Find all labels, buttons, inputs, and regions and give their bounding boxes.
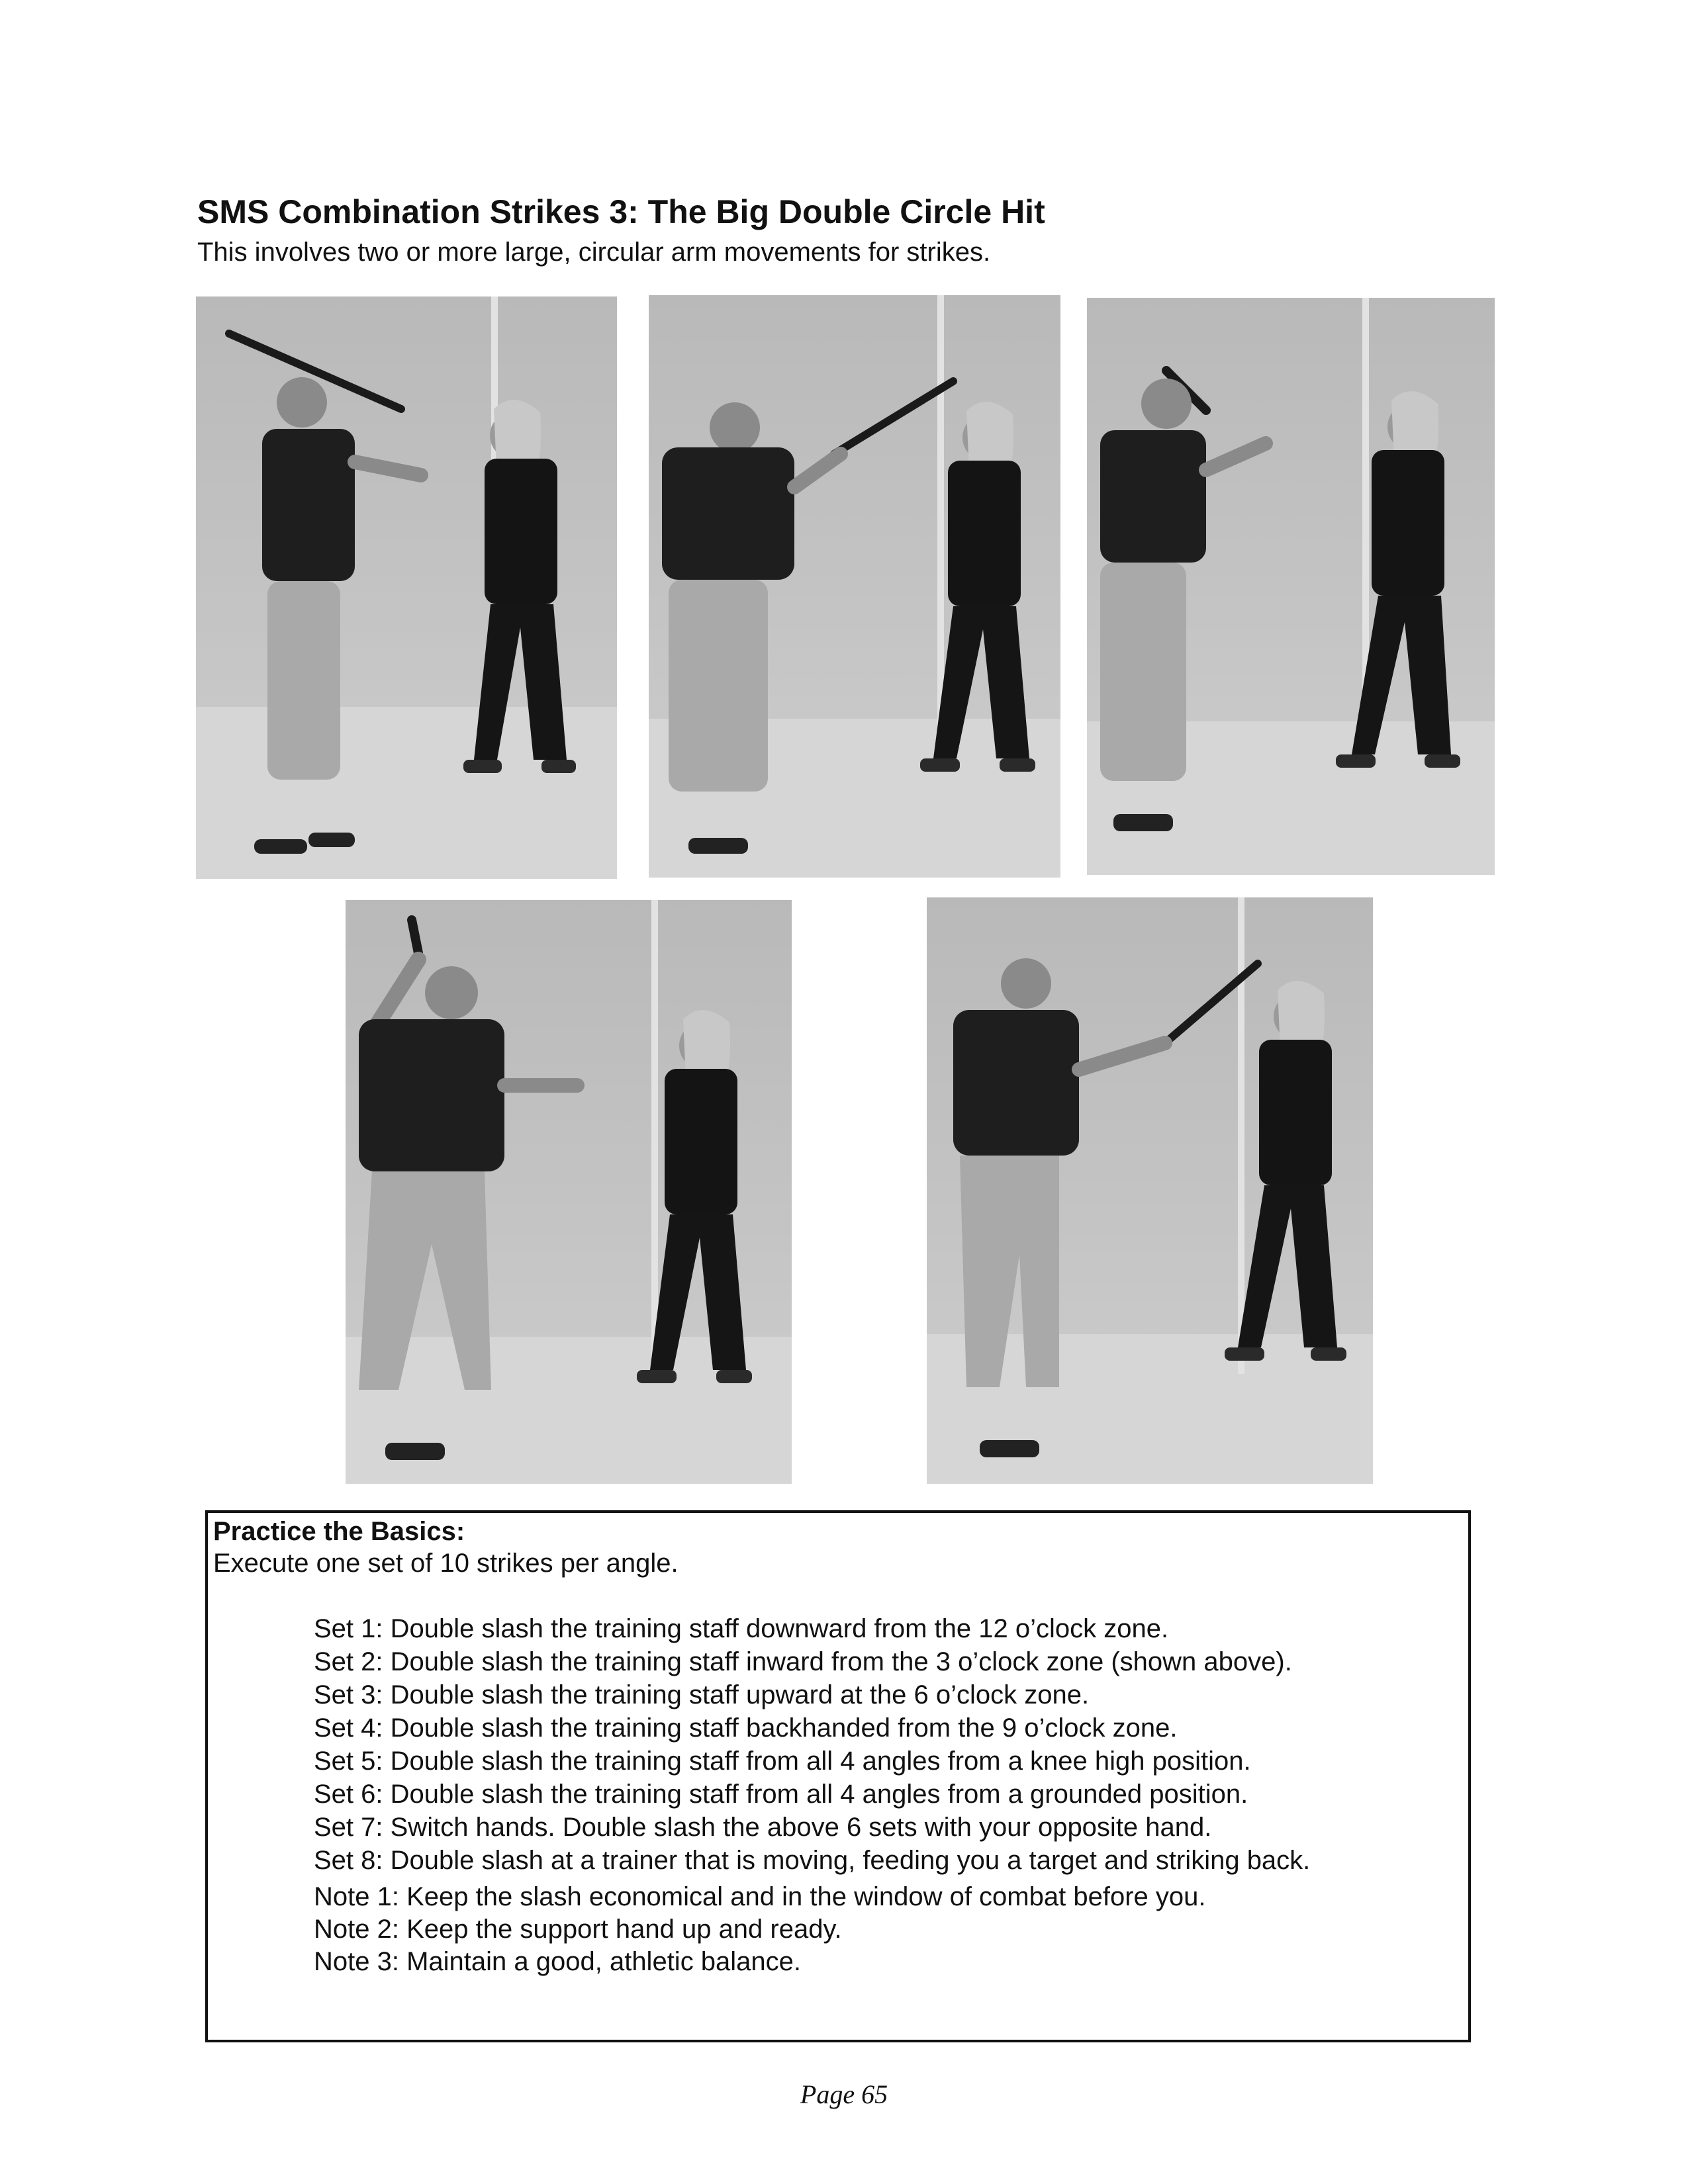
photo-4 <box>346 900 792 1484</box>
practice-note-3: Note 3: Maintain a good, athletic balance. <box>314 1947 802 1976</box>
practice-set-4: Set 4: Double slash the training staff backhanded from the 9 o’clock zone. <box>314 1713 1178 1743</box>
practice-notes-list <box>314 1881 1205 1978</box>
photo-1 <box>196 296 617 879</box>
page-number: Page 65 <box>800 2079 888 2109</box>
photo-2 <box>649 295 1060 878</box>
practice-set-3: Set 3: Double slash the training staff upward at the 6 o’clock zone. <box>314 1680 1090 1709</box>
practice-note-1: Note 1: Keep the slash economical and in the window of combat before you. <box>314 1882 1206 1911</box>
practice-set-1: Set 1: Double slash the training staff downward from the 12 o’clock zone. <box>314 1614 1169 1643</box>
practice-set-7: Set 7: Switch hands. Double slash the above 6 sets with your opposite hand. <box>314 1813 1212 1842</box>
page-title: SMS Combination Strikes 3: The Big Double Circle Hit <box>197 193 1045 230</box>
practice-set-5: Set 5: Double slash the training staff from all 4 angles from a knee high position. <box>314 1747 1251 1776</box>
practice-set-2: Set 2: Double slash the training staff inward from the 3 o’clock zone (shown above). <box>314 1647 1292 1676</box>
practice-note-2: Note 2: Keep the support hand up and ready. <box>314 1915 842 1944</box>
practice-intro: Execute one set of 10 strikes per angle. <box>213 1549 679 1578</box>
practice-sets-list <box>314 1612 1310 1877</box>
practice-set-6: Set 6: Double slash the training staff from all 4 angles from a grounded position. <box>314 1780 1248 1809</box>
practice-box <box>205 1510 1471 2042</box>
practice-set-8: Set 8: Double slash at a trainer that is moving, feeding you a target and striking back. <box>314 1846 1311 1875</box>
practice-heading: Practice the Basics: <box>213 1517 465 1546</box>
page-subtitle: This involves two or more large, circular arm movements for strikes. <box>197 238 991 267</box>
photo-5 <box>927 897 1373 1484</box>
photo-3 <box>1087 298 1495 875</box>
